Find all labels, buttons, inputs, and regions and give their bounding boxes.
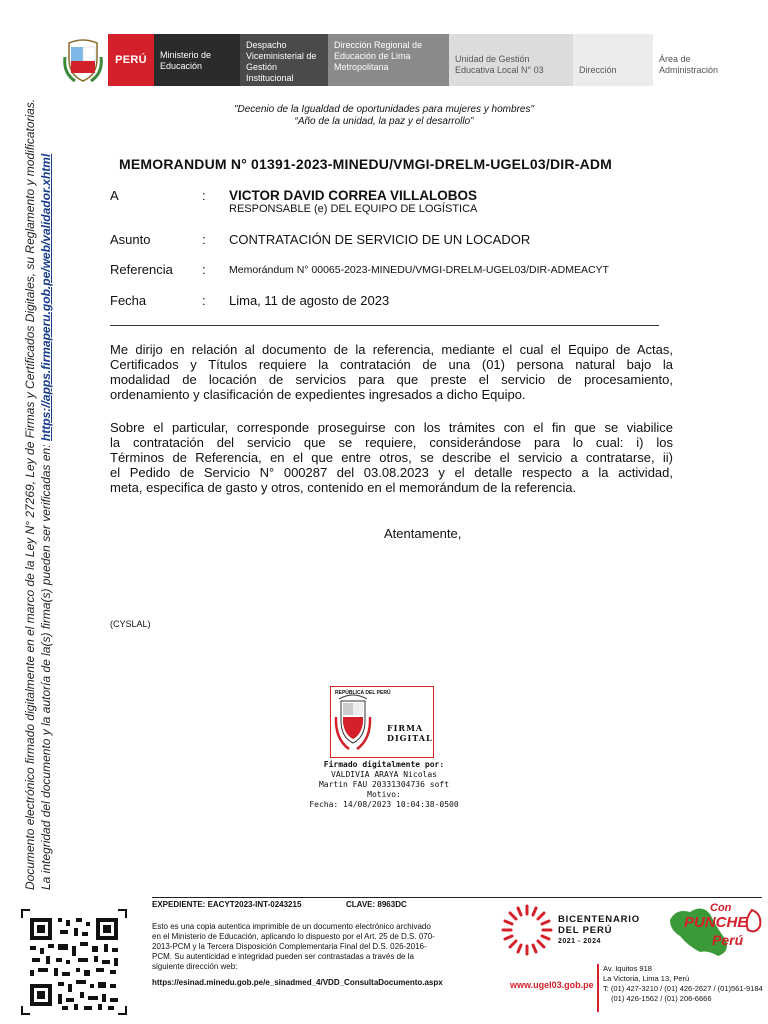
reference-value: Memorándum N° 00065-2023-MINEDU/VMGI-DRELM-UGEL03/DIR-ADMEACYT (229, 264, 609, 276)
institution-header (58, 34, 768, 86)
subject-label: Asunto (110, 232, 151, 247)
national-seal-icon (58, 34, 108, 86)
authenticity-note (152, 922, 478, 972)
recipient-name: VICTOR DAVID CORREA VILLALOBOS (229, 188, 478, 203)
closing: Atentamente, (384, 526, 462, 541)
colon: : (202, 262, 206, 277)
p1-line: modalidad de locación de servicios para que preste el servicio de procesamiento, (110, 372, 673, 387)
seal-caption: REPÚBLICA DEL PERÚ (335, 690, 391, 696)
p2-line: meta, especifica de gasto y otros, contenido en el memorándum de la referencia. (110, 480, 577, 495)
signer-name: VALDIVIA ARAYA Nicolas (331, 770, 437, 779)
direction-label: Dirección (573, 34, 653, 86)
side-note-prefix: La integridad del documento y la autoría de la(s) firma(s) pueden ser verificadas en: (39, 444, 53, 890)
area-label: Área de Administración (653, 34, 748, 86)
signature-date: Fecha: 14/08/2023 10:04:38-0500 (309, 800, 459, 809)
side-verification-note (22, 80, 54, 890)
note-line: siguiente dirección web: (152, 962, 238, 971)
side-note-line2 (38, 80, 54, 890)
ministry-label: Ministerio de Educación (154, 34, 240, 86)
decade-quote: "Decenio de la Igualdad de oportunidades para mujeres y hombres" (233, 104, 535, 115)
bicentenario-text (558, 914, 640, 947)
motive-label: Motivo: (367, 790, 401, 799)
paragraph-2 (110, 420, 673, 495)
bicentenario-line: DEL PERÚ (558, 925, 613, 936)
date-label: Fecha (110, 293, 147, 308)
p2-line: la contratación del servicio que se requiere, considerándose para lo cual: i) los (110, 435, 673, 450)
p2-line: Sobre el particular, corresponde proseguirse con los trámites con el fin que se viabilice (110, 420, 673, 435)
note-line: 2013-PCM y la Tercera Disposición Complementaria Final del D.S. 026-2016- (152, 942, 427, 951)
qr-code-icon (20, 908, 128, 1016)
address-line: La Victoria, Lima 13, Perú (603, 974, 690, 983)
address-line: Av. Iquitos 918 (603, 964, 652, 973)
colon: : (202, 188, 206, 203)
p1-line: Certificados y Títulos requiere la contratación de una (01) persona natural bajo la (110, 357, 673, 372)
clave: CLAVE: 8963DC (346, 900, 407, 909)
con-punche-peru-logo (666, 900, 766, 964)
memo-title: MEMORANDUM N° 01391-2023-MINEDU/VMGI-DRELM-UGEL03/DIR-ADM (119, 156, 613, 172)
note-line: en el Ministerio de Educación, aplicando lo dispuesto por el Art. 25 de D.S. 070- (152, 932, 435, 941)
p2-line: el Pedido de Servicio N° 000287 del 03.08.2023 y el detalle respecto a la actividad, (110, 465, 673, 480)
address-line: T: (01) 427-3210 / (01) 426-2627 / (01)561-9184 (603, 984, 763, 993)
note-line: Esto es una copia autentica imprimible de un documento electrónico archivado (152, 922, 431, 931)
address-divider (597, 964, 599, 1012)
to-label: A (110, 188, 119, 203)
p1-line: ordenamiento y clasificación de expedientes ingresados a dicho Equipo. (110, 387, 526, 402)
reference-label: Referencia (110, 262, 173, 277)
recipient-role: RESPONSABLE (e) DEL EQUIPO DE LOGÍSTICA (229, 203, 478, 215)
firma-digital-label: FIRMA DIGITAL (387, 723, 433, 743)
date-value: Lima, 11 de agosto de 2023 (229, 293, 390, 308)
bicentenario-line: BICENTENARIO (558, 914, 640, 925)
divider (110, 325, 659, 326)
footer-divider (152, 897, 762, 898)
signature-details (300, 760, 468, 810)
p2-line: Términos de Referencia, en el que entre otros, se describe el servicio a contratarse, ii) (110, 450, 673, 465)
regional-directorate-label: Dirección Regional de Educación de Lima Metropolitana (328, 34, 449, 86)
con-label: Con (710, 902, 732, 914)
peru-label: PERÚ (108, 34, 154, 86)
website[interactable]: www.ugel03.gob.pe (510, 980, 594, 990)
vice-ministry-label: Despacho Viceministerial de Gestión Institucional (240, 34, 328, 86)
ugel-label: Unidad de Gestión Educativa Local N° 03 (449, 34, 573, 86)
expediente: EXPEDIENTE: EACYT2023-INT-0243215 (152, 900, 302, 909)
note-line: PCM. Su autenticidad e integridad pueden ser contrastadas a través de la (152, 952, 414, 961)
bicentenario-logo-icon (500, 903, 554, 957)
verification-url[interactable]: https://esinad.minedu.gob.pe/e_sinadmed_4/VDD_ConsultaDocumento.aspx (152, 978, 443, 987)
subject-value: CONTRATACIÓN DE SERVICIO DE UN LOCADOR (229, 232, 531, 247)
address-line: (01) 426-1562 / (01) 206-6666 (611, 994, 712, 1003)
signer-cert: Martin FAU 20331304736 soft (318, 780, 450, 789)
punche-label: PUNCHE (684, 914, 748, 931)
signed-by-label: Firmado digitalmente por: (323, 760, 445, 769)
paragraph-1 (110, 342, 673, 402)
digital-signature-stamp (330, 686, 434, 758)
peru-slogan-label: Perú (712, 932, 744, 948)
validator-link[interactable]: https://apps.firmaperu.gob.pe/web/validador.xhtml (39, 153, 53, 442)
colon: : (202, 293, 206, 308)
initials: (CYSLAL) (110, 619, 151, 629)
side-note-line1: Documento electrónico firmado digitalmente en el marco de la Ley N° 27269, Ley de Firmas y Certificados Digitales, su Reglamento y modificatorias. (23, 98, 37, 890)
address-block (603, 964, 768, 1004)
year-quote: “Año de la unidad, la paz y el desarrollo” (294, 116, 474, 127)
colon: : (202, 232, 206, 247)
p1-line: Me dirijo en relación al documento de la referencia, mediante el cual el Equipo de Actas, (110, 342, 673, 357)
bicentenario-years: 2021 - 2024 (558, 938, 601, 945)
